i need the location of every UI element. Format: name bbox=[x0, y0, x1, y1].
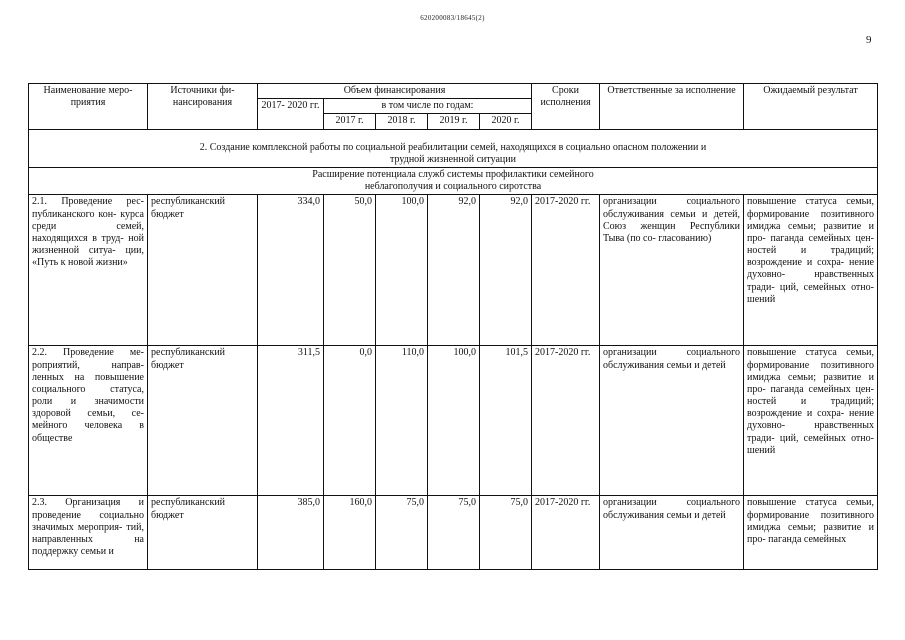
header-year-2017: 2017 г. bbox=[324, 114, 376, 129]
row-total: 385,0 bbox=[258, 496, 324, 570]
row-2018: 100,0 bbox=[376, 195, 428, 346]
row-2019: 92,0 bbox=[428, 195, 480, 346]
row-responsible: организации социального обслуживания семьи и детей bbox=[600, 496, 744, 570]
header-total: 2017- 2020 гг. bbox=[258, 99, 324, 129]
row-source: республиканский бюджет bbox=[148, 346, 258, 496]
document-id: 620200083/18645(2) bbox=[420, 14, 485, 22]
table-row bbox=[29, 346, 878, 496]
row-2017: 0,0 bbox=[324, 346, 376, 496]
row-2018: 75,0 bbox=[376, 496, 428, 570]
header-funding: Объем финансирования bbox=[258, 84, 532, 99]
row-name: 2.2. Проведение ме- роприятий, направ- ленных на повышение социального статуса, роли и значимости здоровой семьи, се- мейного человека в обществе bbox=[29, 346, 148, 496]
row-terms: 2017-2020 гг. bbox=[532, 346, 600, 496]
header-name: Наименование меро- приятия bbox=[29, 84, 148, 130]
row-2017: 160,0 bbox=[324, 496, 376, 570]
table-row bbox=[29, 496, 878, 570]
header-year-2018: 2018 г. bbox=[376, 114, 428, 129]
row-name: 2.3. Организация и проведение социально значимых мероприя- тий, направленных на поддержку семьи и bbox=[29, 496, 148, 570]
header-year-2019: 2019 г. bbox=[428, 114, 480, 129]
header-year-2020: 2020 г. bbox=[480, 114, 532, 129]
header-result: Ожидаемый результат bbox=[744, 84, 878, 130]
row-total: 334,0 bbox=[258, 195, 324, 346]
page-number: 9 bbox=[866, 34, 872, 46]
row-terms: 2017-2020 гг. bbox=[532, 496, 600, 570]
row-source: республиканский бюджет bbox=[148, 195, 258, 346]
row-result: повышение статуса семьи, формирование позитивного имиджа семьи; развитие и про- паганда семейных bbox=[744, 496, 878, 570]
row-result: повышение статуса семьи, формирование позитивного имиджа семьи; развитие и про- паганда семейных цен- ностей и традиций; возрождение и сохра- нение духовно- нравственных тради- ций, семейных отно- шений bbox=[744, 346, 878, 496]
subsection-row bbox=[29, 167, 878, 194]
row-responsible: организации социального обслуживания семьи и детей, Союз женщин Республики Тыва (по со- гласованию) bbox=[600, 195, 744, 346]
row-2019: 75,0 bbox=[428, 496, 480, 570]
row-name: 2.1. Проведение рес- публиканского кон- курса среди семей, находящихся в труд- ной жизненной ситуа- ции, «Путь к новой жизни» bbox=[29, 195, 148, 346]
row-responsible: организации социального обслуживания семьи и детей bbox=[600, 346, 744, 496]
header-terms: Сроки исполнения bbox=[532, 84, 600, 130]
header-source: Источники фи- нансирования bbox=[148, 84, 258, 130]
table-row bbox=[29, 195, 878, 346]
row-2017: 50,0 bbox=[324, 195, 376, 346]
row-2019: 100,0 bbox=[428, 346, 480, 496]
row-2020: 101,5 bbox=[480, 346, 532, 496]
header-row-1 bbox=[29, 84, 878, 99]
row-result: повышение статуса семьи, формирование позитивного имиджа семьи; развитие и про- паганда семейных цен- ностей и традиций; возрождение и сохра- нение духовно- нравственных тради- ций, семейных отно- шений bbox=[744, 195, 878, 346]
section-title: 2. Создание комплексной работы по социальной реабилитации семей, находящихся в социально опасном положении и трудной жизненной ситуации bbox=[29, 129, 878, 167]
row-total: 311,5 bbox=[258, 346, 324, 496]
row-2020: 75,0 bbox=[480, 496, 532, 570]
row-2020: 92,0 bbox=[480, 195, 532, 346]
funding-table bbox=[28, 83, 878, 570]
subsection-title: Расширение потенциала служб системы профилактики семейного неблагополучия и социального сиротства bbox=[29, 167, 878, 194]
row-2018: 110,0 bbox=[376, 346, 428, 496]
header-responsible: Ответственные за исполнение bbox=[600, 84, 744, 130]
row-source: республиканский бюджет bbox=[148, 496, 258, 570]
section-row bbox=[29, 129, 878, 167]
row-terms: 2017-2020 гг. bbox=[532, 195, 600, 346]
header-by-years: в том числе по годам: bbox=[324, 99, 532, 114]
